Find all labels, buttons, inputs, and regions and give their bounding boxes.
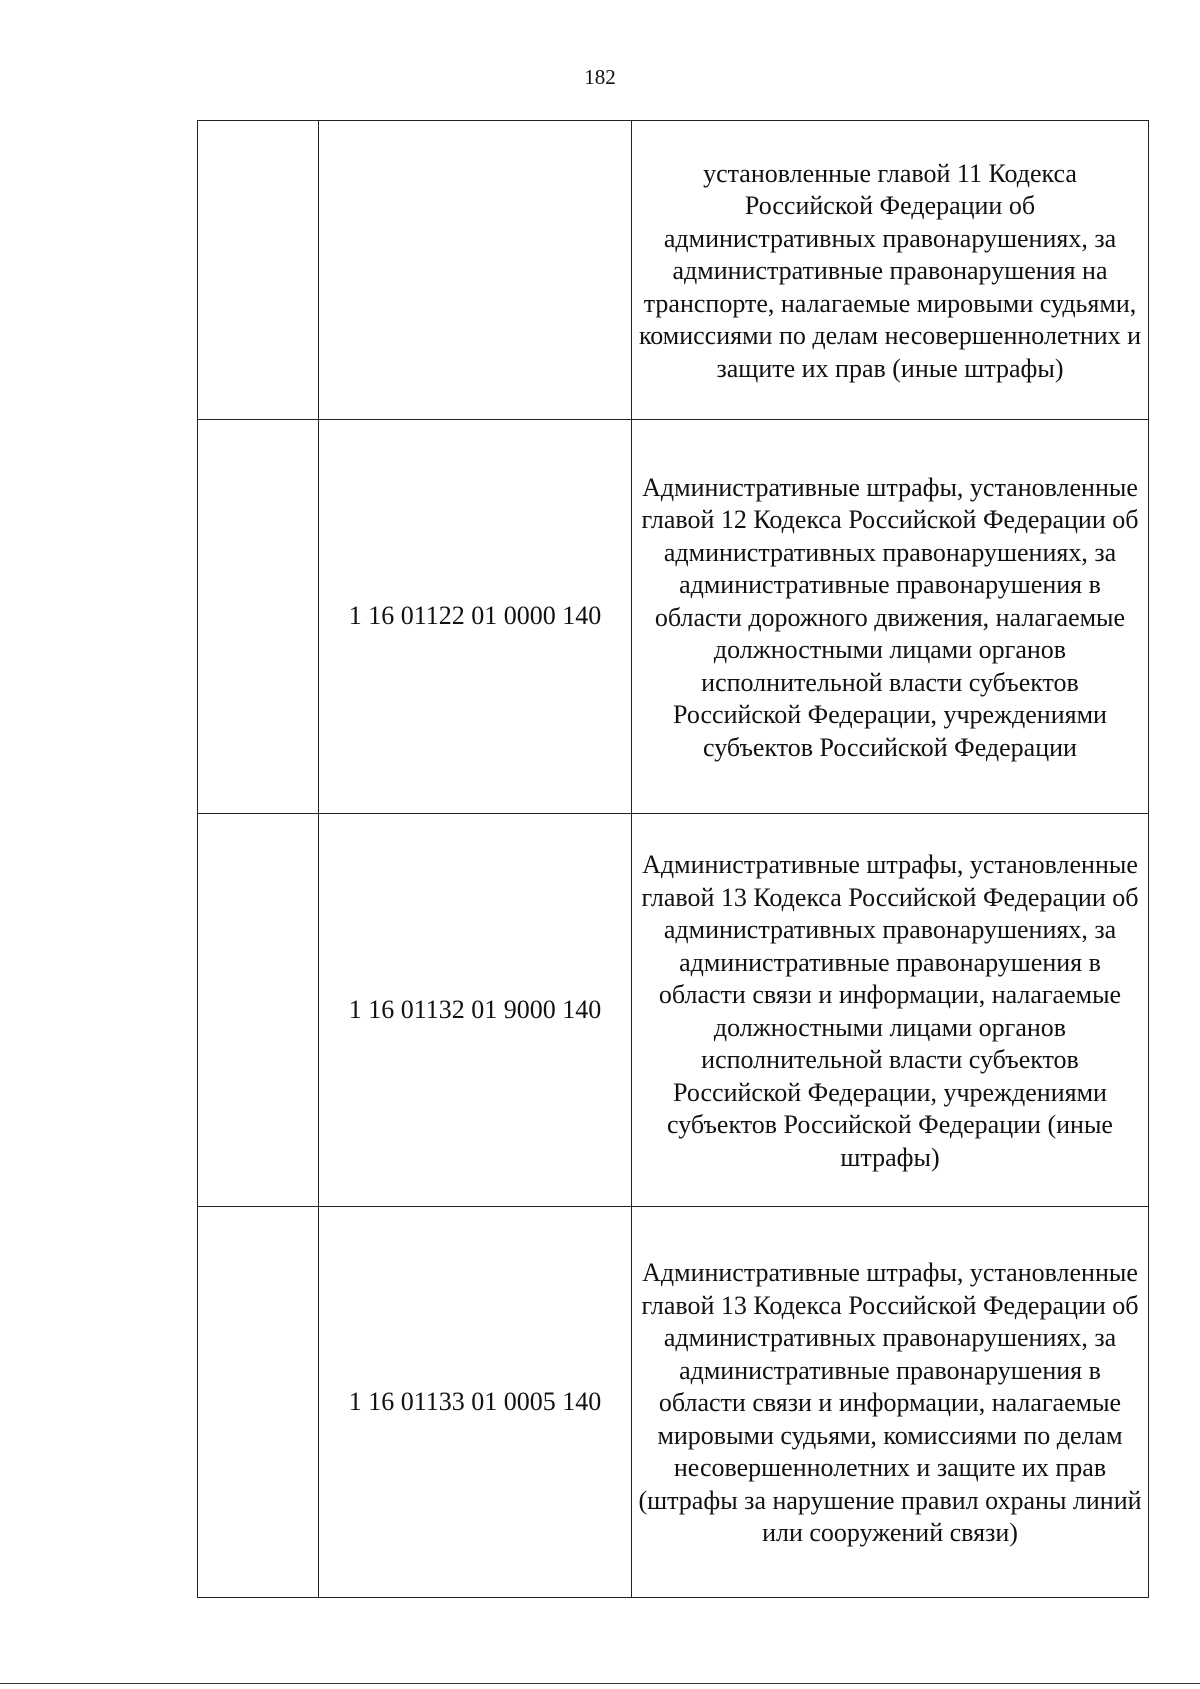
budget-code-cell: [319, 121, 632, 420]
budget-codes-table: [197, 120, 1149, 1598]
row-number-cell: [198, 420, 319, 814]
table-row: [198, 814, 1149, 1207]
description-cell: Административные штрафы, установленные главой 13 Кодекса Российской Федерации об административных правонарушениях, за административные правонарушения в области связи и информации, налагаемые должностными лицами органов исполнительной власти субъектов Российской Федерации, учреждениями субъектов Российской Федерации (иные штрафы): [632, 814, 1149, 1207]
budget-code-cell: 1 16 01122 01 0000 140: [319, 420, 632, 814]
table-row: [198, 121, 1149, 420]
page-number: 182: [584, 65, 616, 89]
budget-code-cell: 1 16 01132 01 9000 140: [319, 814, 632, 1207]
table-row: [198, 420, 1149, 814]
description-cell: установленные главой 11 Кодекса Российской Федерации об административных правонарушениях, за административные правонарушения на транспорте, налагаемые мировыми судьями, комиссиями по делам несовершеннолетних и защите их прав (иные штрафы): [632, 121, 1149, 420]
row-number-cell: [198, 121, 319, 420]
budget-code-cell: 1 16 01133 01 0005 140: [319, 1207, 632, 1598]
table-row: [198, 1207, 1149, 1598]
row-number-cell: [198, 814, 319, 1207]
description-cell: Административные штрафы, установленные главой 12 Кодекса Российской Федерации об административных правонарушениях, за административные правонарушения в области дорожного движения, налагаемые должностными лицами органов исполнительной власти субъектов Российской Федерации, учреждениями субъектов Российской Федерации: [632, 420, 1149, 814]
row-number-cell: [198, 1207, 319, 1598]
bottom-rule: [0, 1683, 1200, 1684]
description-cell: Административные штрафы, установленные главой 13 Кодекса Российской Федерации об административных правонарушениях, за административные правонарушения в области связи и информации, налагаемые мировыми судьями, комиссиями по делам несовершеннолетних и защите их прав (штрафы за нарушение правил охраны линий или сооружений связи): [632, 1207, 1149, 1598]
